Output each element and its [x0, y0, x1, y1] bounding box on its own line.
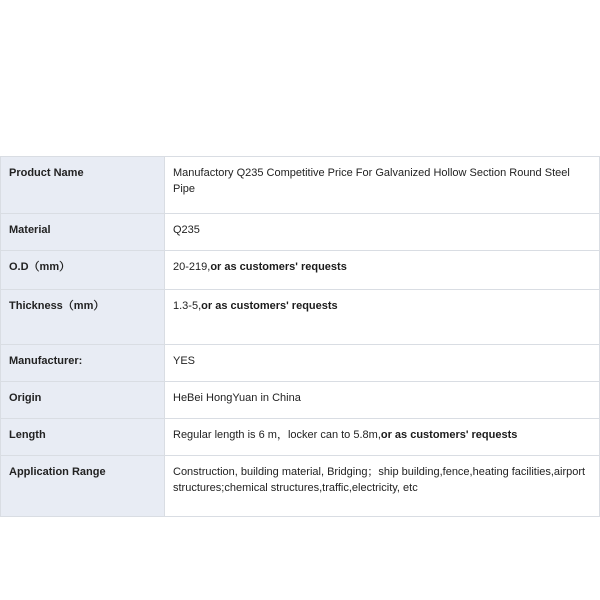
row-label-length: Length: [1, 419, 165, 456]
value-text: HeBei HongYuan in China: [173, 392, 301, 404]
table-row: [1, 382, 600, 419]
row-value-application-range: [165, 456, 600, 517]
value-text: Manufactory Q235 Competitive Price For Galvanized Hollow Section Round Steel Pipe: [173, 167, 570, 195]
row-label-origin: Origin: [1, 382, 165, 419]
value-text: Regular length is 6 m，locker can to 5.8m,: [173, 429, 381, 441]
row-label-product-name: Product Name: [1, 157, 165, 214]
table-body: [1, 157, 600, 517]
table-row: [1, 214, 600, 251]
table-row: [1, 157, 600, 214]
row-value-origin: [165, 382, 600, 419]
value-text-bold: or as customers' requests: [210, 261, 347, 273]
value-text: 20-219,: [173, 261, 211, 273]
value-text: Construction, building material, Bridging；ship building,fence,heating facilities,airport structures;chemical structures,traffic,electricity, etc: [173, 466, 586, 494]
value-text: 1.3-5,: [173, 300, 202, 312]
row-label-thickness: Thickness（mm）: [1, 290, 165, 345]
value-text-bold: or as customers' requests: [380, 429, 518, 441]
row-value-manufacturer: [165, 345, 600, 382]
specification-table-container: [0, 156, 600, 517]
row-label-material: Material: [1, 214, 165, 251]
table-row: [1, 456, 600, 517]
table-row: [1, 251, 600, 290]
row-value-length: [165, 419, 600, 456]
table-row: [1, 419, 600, 456]
row-value-product-name: [165, 157, 600, 214]
row-value-thickness: [165, 290, 600, 345]
value-text: YES: [173, 355, 196, 367]
specification-table: [0, 156, 600, 517]
row-value-od: [165, 251, 600, 290]
row-label-od: O.D（mm）: [1, 251, 165, 290]
value-text-bold: or as customers' requests: [201, 300, 338, 312]
row-label-manufacturer: Manufacturer:: [1, 345, 165, 382]
table-row: [1, 290, 600, 345]
row-value-material: [165, 214, 600, 251]
value-text: Q235: [173, 224, 200, 236]
table-row: [1, 345, 600, 382]
row-label-application-range: Application Range: [1, 456, 165, 517]
